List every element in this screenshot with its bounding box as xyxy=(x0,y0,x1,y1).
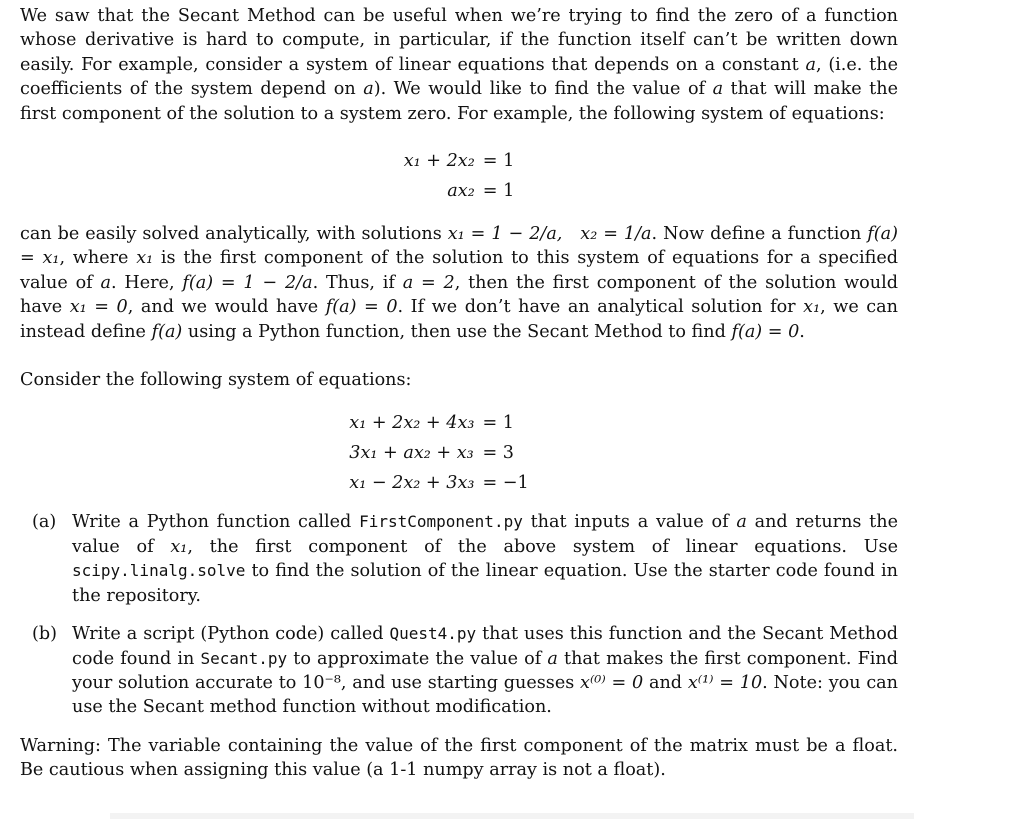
intro-text-4: that will make the first component of the solution to a system zero. For example, the following system of equations: xyxy=(20,79,898,124)
task-b-text xyxy=(72,622,898,720)
solution-x2: x₂ = 1/a xyxy=(580,224,652,245)
para2-text-3: , where xyxy=(59,248,137,269)
system2-row2-lhs: 3x₁ + ax₂ + x₃ xyxy=(349,443,474,464)
task-b-text-1: Write a script (Python code) called xyxy=(72,624,390,645)
system2-row3-rhs: = −1 xyxy=(482,473,529,494)
para2-x1b: x₁ xyxy=(803,297,821,318)
para2-text-9: . If we don’t have an analytical solution for xyxy=(397,297,804,318)
task-b-var-a: a xyxy=(547,648,558,669)
para2-fa: f(a) xyxy=(151,321,183,342)
intro-text-3: ). We would like to find the value of xyxy=(373,79,713,100)
intro-text-1: We saw that the Secant Method can be useful when we’re trying to find the zero of a function whose derivative is hard to compute, in particular, if the function itself can’t be written down easily. For example, consider a system of linear equations that depends on a constant xyxy=(20,6,898,75)
task-b-tolerance: 10⁻⁸ xyxy=(302,672,341,693)
task-b-text-4: that makes the first component. Find your solution accurate to xyxy=(72,648,899,693)
para2-x1: x₁ xyxy=(136,248,154,269)
para2-text-5: . Here, xyxy=(111,272,183,293)
task-list xyxy=(20,510,898,719)
intro-var-a-1: a xyxy=(805,54,816,75)
task-a-filename: FirstComponent.py xyxy=(359,512,523,532)
task-a-var-a: a xyxy=(736,512,747,533)
para2-text-7: , then the first component of the solution would have xyxy=(20,272,898,318)
task-a-solver-code: scipy.linalg.solve xyxy=(72,561,246,581)
system2-row1-lhs: x₁ + 2x₂ + 4x₃ xyxy=(349,413,475,434)
solution-x1: x₁ = 1 − 2/a, xyxy=(447,224,563,245)
f-formula: f(a) = 1 − 2/a xyxy=(182,272,313,293)
intro-paragraph xyxy=(20,4,898,126)
task-a-text-2: that inputs a value of xyxy=(522,512,737,533)
task-a-text-3: and returns the value of xyxy=(72,512,898,557)
system1-row2-lhs: ax₂ xyxy=(447,181,475,202)
document-page xyxy=(20,4,898,783)
f-zero-2: f(a) = 0 xyxy=(731,321,800,342)
task-b-text-5: , and use starting guesses xyxy=(340,672,581,693)
para2-text-1: can be easily solved analytically, with solutions xyxy=(20,224,448,245)
task-b-text-6: and xyxy=(643,672,688,693)
task-a-text-4: , the first component of the above system of linear equations. Use xyxy=(187,536,898,557)
para2-a: a xyxy=(100,272,111,293)
task-item-a xyxy=(20,510,898,608)
intro-text-2: , (i.e. the coefficients of the system depend on xyxy=(20,54,898,100)
task-a-text-5: to find the solution of the linear equation. Use the starter code found in the repository. xyxy=(72,561,898,606)
task-item-b xyxy=(20,622,898,720)
para2-text-6: . Thus, if xyxy=(312,272,403,293)
para2-text-10: , we can instead define xyxy=(20,297,898,342)
system1-row2-rhs: = 1 xyxy=(482,181,515,202)
solution-paragraph xyxy=(20,222,898,344)
intro-var-a-2: a xyxy=(363,79,374,100)
para2-text-2: . Now define a function xyxy=(651,224,868,245)
para2-text-12: . xyxy=(799,321,805,342)
x1-zero: x₁ = 0 xyxy=(69,297,128,318)
task-b-guess-1: x⁽¹⁾ = 10 xyxy=(687,672,763,693)
task-a-text xyxy=(72,510,898,608)
task-b-filename: Quest4.py xyxy=(389,624,477,644)
task-b-label: (b) xyxy=(32,624,57,645)
consider-paragraph: Consider the following system of equations: xyxy=(20,370,412,391)
para2-text-4: is the first component of the solution to this system of equations for a specified value of xyxy=(20,248,899,293)
task-b-text-2: that uses this function and the Secant Method code found in xyxy=(72,624,898,669)
system2-row1-rhs: = 1 xyxy=(482,413,514,434)
f-definition: f(a) = x₁ xyxy=(20,224,898,269)
task-b-text-3: to approximate the value of xyxy=(287,648,548,669)
task-a-text-1: Write a Python function called xyxy=(72,512,360,533)
task-b-guess-0: x⁽⁰⁾ = 0 xyxy=(580,672,644,693)
equation-system-1 xyxy=(20,146,898,206)
system1-row1-lhs: x₁ + 2x₂ xyxy=(403,151,475,172)
task-b-secant-file: Secant.py xyxy=(200,648,288,668)
para2-text-11: using a Python function, then use the Secant Method to find xyxy=(182,321,732,342)
bottom-edge-shade xyxy=(110,813,914,819)
task-a-label: (a) xyxy=(32,512,57,533)
system2-row2-rhs: = 3 xyxy=(482,443,514,464)
task-a-x1: x₁ xyxy=(170,536,188,557)
task-b-text-7: . Note: you can use the Secant method function without modification. xyxy=(72,672,899,718)
para2-text-8: , and we would have xyxy=(127,297,326,318)
f-zero: f(a) = 0 xyxy=(325,297,398,318)
warning-paragraph: Warning: The variable containing the value of the first component of the matrix must be a float. Be cautious when assigning this value (a 1-1 numpy array is not a float). xyxy=(20,735,898,781)
intro-var-a-3: a xyxy=(712,79,724,100)
a-equals-2: a = 2 xyxy=(402,272,455,293)
equation-system-2 xyxy=(20,408,898,498)
system1-row1-rhs: = 1 xyxy=(482,151,515,172)
system2-row3-lhs: x₁ − 2x₂ + 3x₃ xyxy=(349,473,475,494)
